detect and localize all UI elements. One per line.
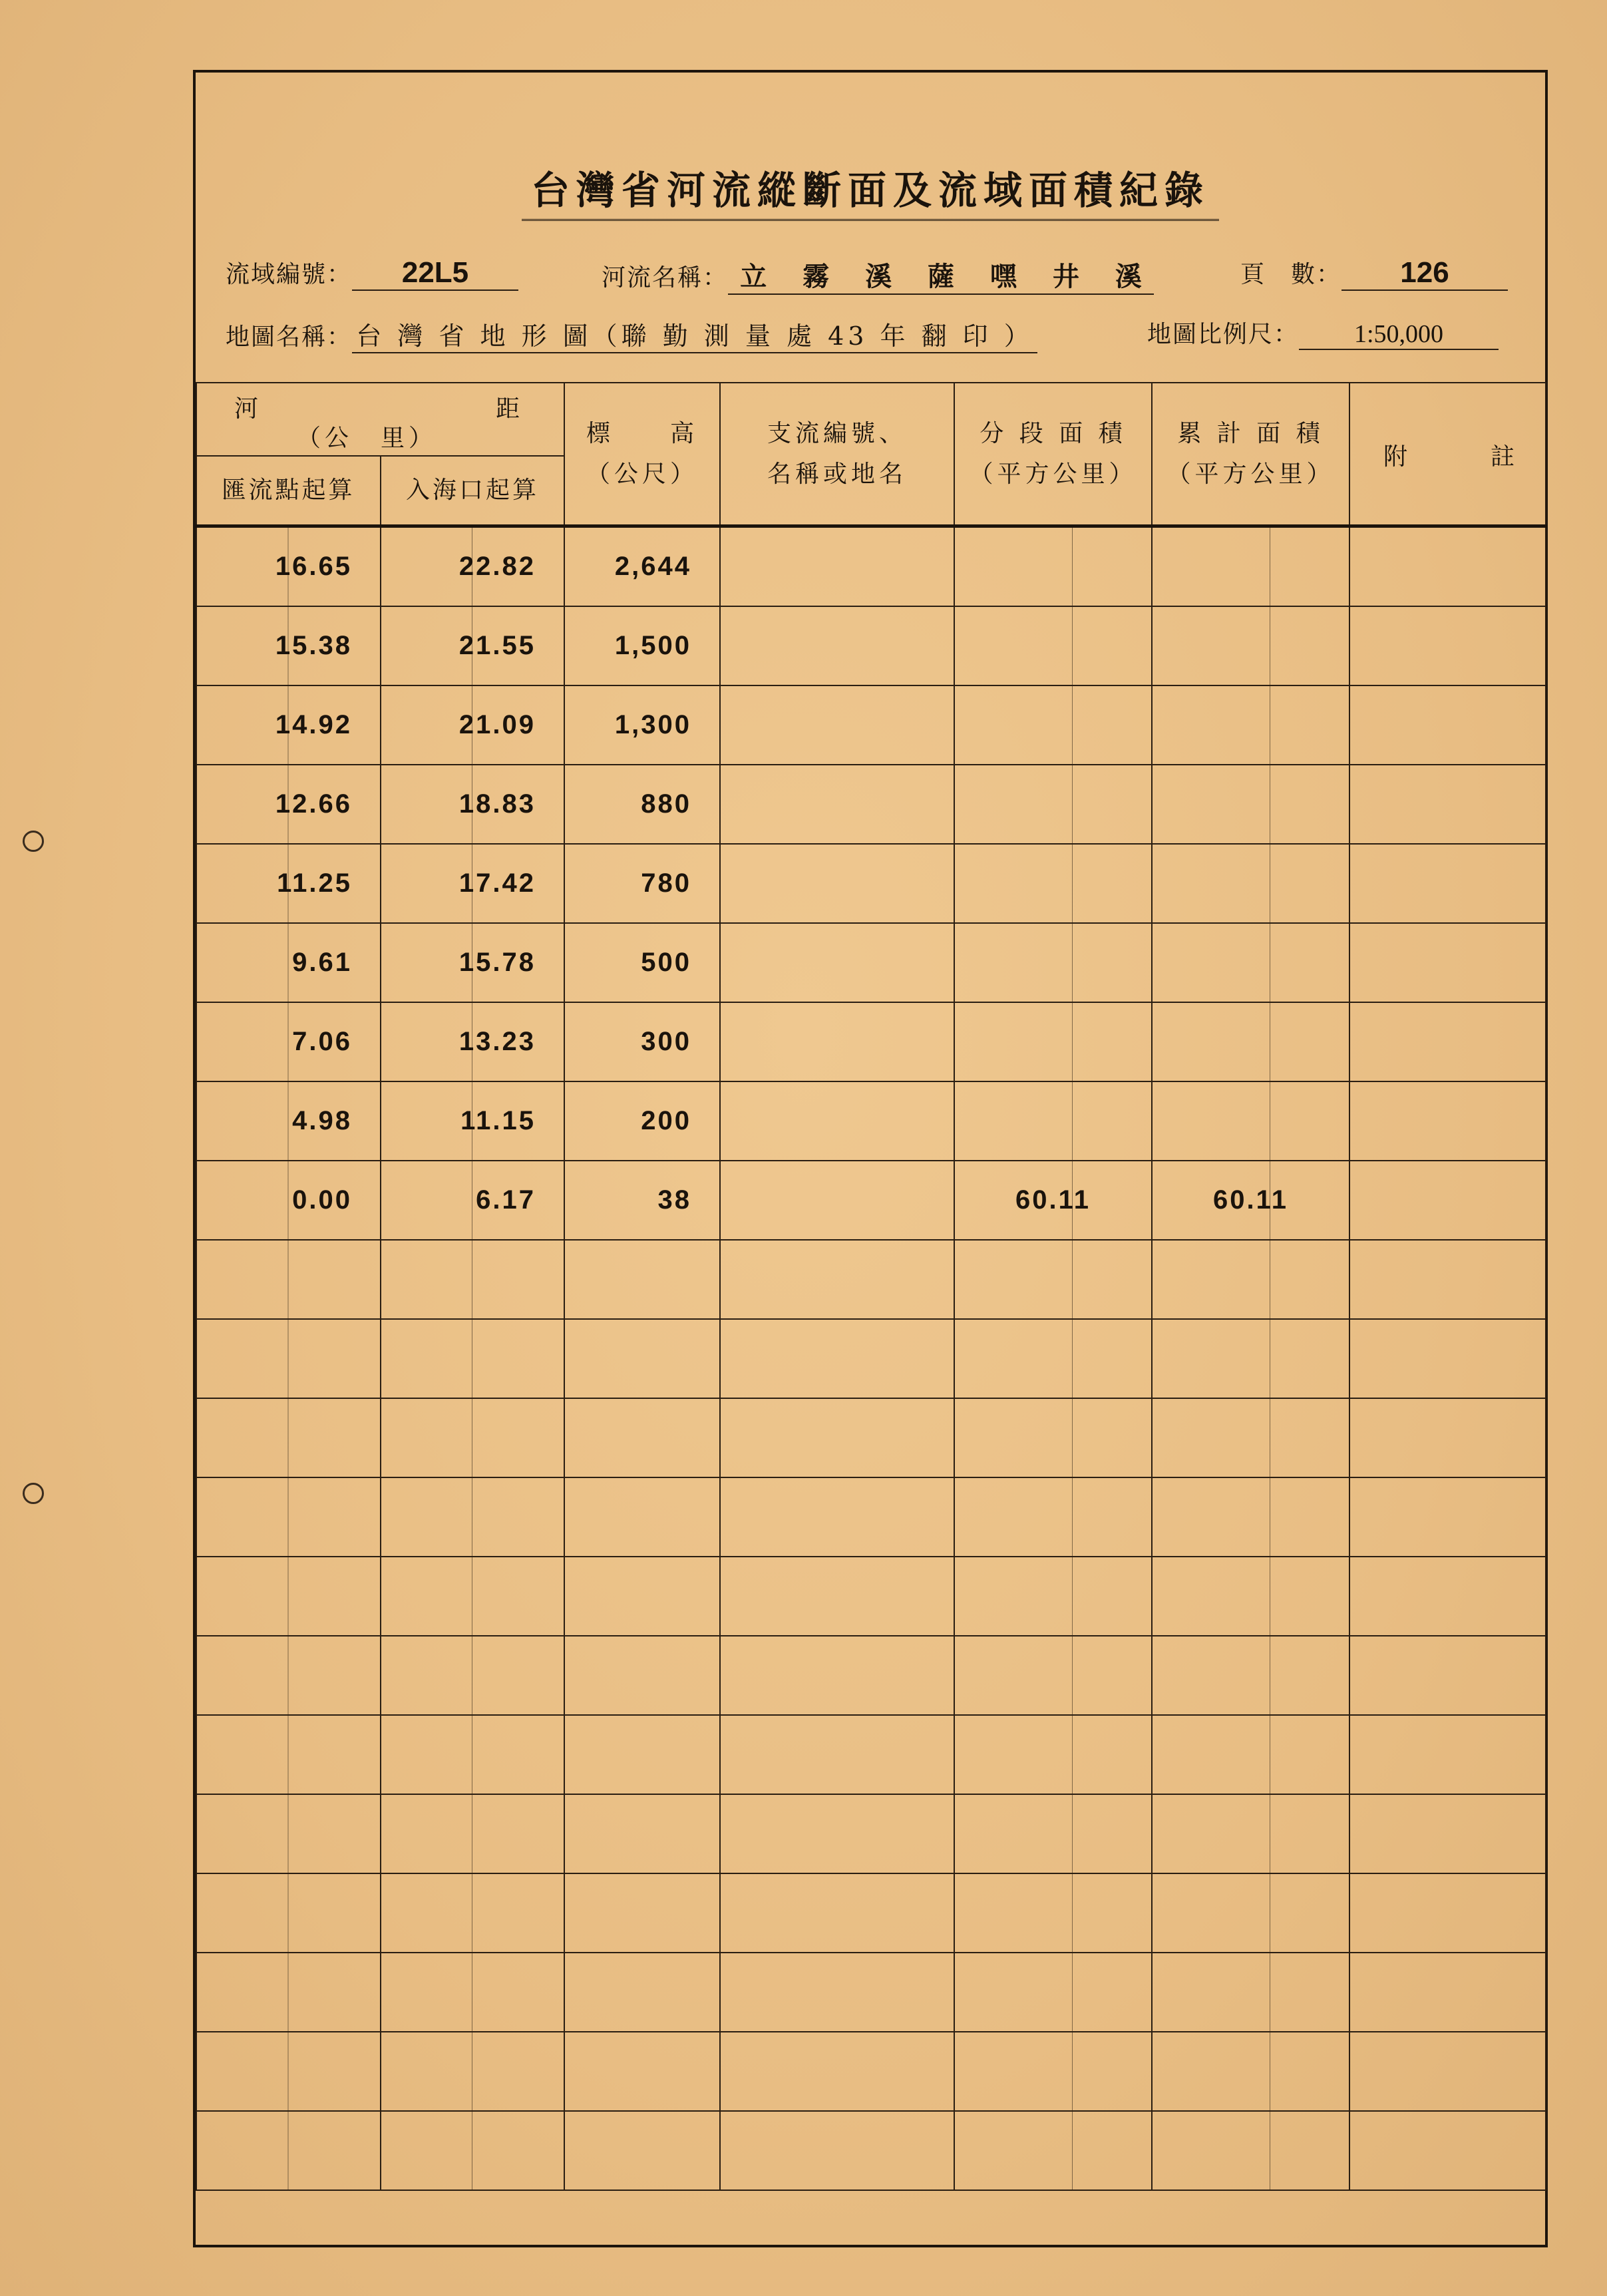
confluence-distance-cell: [196, 1319, 381, 1398]
elevation-cell: [564, 1953, 720, 2032]
remarks-cell: [1349, 2032, 1546, 2111]
estuary-distance-cell: [381, 1873, 564, 1953]
cumulative-area-cell: [1152, 844, 1349, 923]
elevation-cell: [564, 1715, 720, 1794]
table-row: [196, 2111, 1546, 2190]
tributary-cell: [720, 1557, 954, 1636]
cumulative-area-cell: [1152, 1873, 1349, 1953]
table-row: [196, 2032, 1546, 2111]
confluence-distance-cell: 7.06: [196, 1002, 381, 1081]
segment-area-cell: [954, 1557, 1152, 1636]
elevation-cell: 1,500: [564, 606, 720, 685]
segment-area-cell: [954, 1636, 1152, 1715]
table-row: [196, 1715, 1546, 1794]
elevation-cell: [564, 1557, 720, 1636]
confluence-distance-cell: [196, 1240, 381, 1319]
remarks-cell: [1349, 1398, 1546, 1477]
table-row: [196, 1557, 1546, 1636]
elevation-cell: 780: [564, 844, 720, 923]
table-row: [196, 1398, 1546, 1477]
confluence-distance-cell: [196, 1953, 381, 2032]
table-row: [196, 1240, 1546, 1319]
map-scale-value: 1:50,000: [1299, 319, 1499, 350]
cumulative-area-cell: [1152, 765, 1349, 844]
elevation-cell: 880: [564, 765, 720, 844]
segment-area-header: 分 段 面 積 （平方公里）: [954, 383, 1152, 526]
confluence-distance-cell: [196, 1873, 381, 1953]
elevation-cell: [564, 1319, 720, 1398]
cumulative-area-cell: [1152, 1240, 1349, 1319]
table-row: [196, 1161, 1546, 1240]
map-name-value: 台 灣 省 地 形 圖（聯 勤 測 量 處 43 年 翻 印 ）: [352, 315, 1037, 353]
tributary-cell: [720, 2032, 954, 2111]
record-table: [196, 382, 1546, 2191]
estuary-distance-cell: [381, 1319, 564, 1398]
remarks-cell: [1349, 844, 1546, 923]
tributary-cell: [720, 1794, 954, 1873]
elevation-cell: 1,300: [564, 685, 720, 765]
cumulative-area-cell: [1152, 1557, 1349, 1636]
remarks-cell: [1349, 2111, 1546, 2190]
tributary-cell: [720, 1953, 954, 2032]
remarks-cell: [1349, 1081, 1546, 1161]
cumulative-area-cell: [1152, 2032, 1349, 2111]
tributary-cell: [720, 1161, 954, 1240]
estuary-distance-cell: [381, 1240, 564, 1319]
segment-area-cell: [954, 1953, 1152, 2032]
tributary-cell: [720, 526, 954, 607]
table-row: [196, 1319, 1546, 1398]
tributary-cell: [720, 1398, 954, 1477]
estuary-distance-cell: [381, 1557, 564, 1636]
cumulative-area-cell: [1152, 1319, 1349, 1398]
remarks-cell: [1349, 765, 1546, 844]
cumulative-area-header: 累 計 面 積 （平方公里）: [1152, 383, 1349, 526]
confluence-distance-cell: 0.00: [196, 1161, 381, 1240]
tributary-header: 支流編號、 名稱或地名: [720, 383, 954, 526]
elevation-cell: [564, 1873, 720, 1953]
tributary-cell: [720, 2111, 954, 2190]
map-name-field: 地圖名稱： 台 灣 省 地 形 圖（聯 勤 測 量 處 43 年 翻 印 ）: [226, 315, 1037, 353]
tributary-cell: [720, 1715, 954, 1794]
remarks-cell: [1349, 606, 1546, 685]
form-title: 台灣省河流縱斷面及流域面積紀錄: [196, 159, 1545, 221]
cumulative-area-cell: 60.11: [1152, 1161, 1349, 1240]
confluence-distance-cell: 11.25: [196, 844, 381, 923]
remarks-cell: [1349, 1636, 1546, 1715]
confluence-distance-cell: [196, 1715, 381, 1794]
punch-hole-icon: [23, 831, 44, 852]
river-name-value: 立 霧 溪 薩 嘿 井 溪: [728, 256, 1154, 295]
tributary-cell: [720, 1240, 954, 1319]
page-number-field: 頁 數： 126: [1240, 256, 1508, 291]
cumulative-area-cell: [1152, 1636, 1349, 1715]
remarks-cell: [1349, 1319, 1546, 1398]
cumulative-area-cell: [1152, 606, 1349, 685]
elevation-cell: [564, 1398, 720, 1477]
segment-area-cell: [954, 526, 1152, 607]
segment-area-cell: [954, 2111, 1152, 2190]
elevation-cell: [564, 1794, 720, 1873]
estuary-distance-cell: 6.17: [381, 1161, 564, 1240]
confluence-distance-cell: 16.65: [196, 526, 381, 607]
elevation-header: 標 高 （公尺）: [564, 383, 720, 526]
river-distance-header: 河 （公 里） 距: [196, 383, 564, 456]
estuary-distance-cell: 21.09: [381, 685, 564, 765]
table-row: [196, 1081, 1546, 1161]
elevation-cell: 2,644: [564, 526, 720, 607]
remarks-cell: [1349, 1873, 1546, 1953]
segment-area-cell: [954, 844, 1152, 923]
estuary-distance-cell: [381, 1794, 564, 1873]
estuary-distance-cell: 15.78: [381, 923, 564, 1002]
estuary-distance-cell: [381, 1398, 564, 1477]
segment-area-cell: [954, 1240, 1152, 1319]
river-name-field: 河流名稱： 立 霧 溪 薩 嘿 井 溪: [602, 256, 1154, 295]
segment-area-cell: [954, 1081, 1152, 1161]
from-confluence-header: 匯流點起算: [196, 456, 381, 526]
remarks-cell: [1349, 685, 1546, 765]
tributary-cell: [720, 765, 954, 844]
estuary-distance-cell: [381, 1636, 564, 1715]
table-row: [196, 1953, 1546, 2032]
segment-area-cell: [954, 1873, 1152, 1953]
segment-area-cell: [954, 1477, 1152, 1557]
estuary-distance-cell: 18.83: [381, 765, 564, 844]
tributary-cell: [720, 1319, 954, 1398]
tributary-cell: [720, 1081, 954, 1161]
cumulative-area-cell: [1152, 1398, 1349, 1477]
remarks-cell: [1349, 1161, 1546, 1240]
tributary-cell: [720, 923, 954, 1002]
confluence-distance-cell: [196, 1557, 381, 1636]
elevation-cell: 500: [564, 923, 720, 1002]
cumulative-area-cell: [1152, 1081, 1349, 1161]
page-number-value: 126: [1341, 256, 1508, 291]
confluence-distance-cell: [196, 2111, 381, 2190]
remarks-cell: [1349, 1953, 1546, 2032]
segment-area-cell: 60.11: [954, 1161, 1152, 1240]
remarks-cell: [1349, 526, 1546, 607]
segment-area-cell: [954, 1002, 1152, 1081]
table-row: [196, 526, 1546, 607]
table-row: [196, 844, 1546, 923]
punch-hole-icon: [23, 1483, 44, 1504]
estuary-distance-cell: [381, 2032, 564, 2111]
remarks-cell: [1349, 1715, 1546, 1794]
elevation-cell: 300: [564, 1002, 720, 1081]
confluence-distance-cell: [196, 1636, 381, 1715]
tributary-cell: [720, 1636, 954, 1715]
elevation-cell: [564, 1636, 720, 1715]
tributary-cell: [720, 844, 954, 923]
estuary-distance-cell: [381, 1715, 564, 1794]
remarks-cell: [1349, 1477, 1546, 1557]
confluence-distance-cell: [196, 1477, 381, 1557]
table-row: [196, 606, 1546, 685]
elevation-cell: 200: [564, 1081, 720, 1161]
segment-area-cell: [954, 923, 1152, 1002]
estuary-distance-cell: 17.42: [381, 844, 564, 923]
table-row: [196, 1873, 1546, 1953]
map-scale-field: 地圖比例尺： 1:50,000: [1147, 315, 1499, 350]
cumulative-area-cell: [1152, 685, 1349, 765]
segment-area-cell: [954, 685, 1152, 765]
estuary-distance-cell: 11.15: [381, 1081, 564, 1161]
confluence-distance-cell: [196, 1398, 381, 1477]
table-row: [196, 765, 1546, 844]
cumulative-area-cell: [1152, 1002, 1349, 1081]
elevation-cell: [564, 1240, 720, 1319]
segment-area-cell: [954, 606, 1152, 685]
confluence-distance-cell: [196, 2032, 381, 2111]
estuary-distance-cell: 22.82: [381, 526, 564, 607]
confluence-distance-cell: 15.38: [196, 606, 381, 685]
table-row: [196, 1477, 1546, 1557]
tributary-cell: [720, 685, 954, 765]
table-row: [196, 1002, 1546, 1081]
cumulative-area-cell: [1152, 1953, 1349, 2032]
cumulative-area-cell: [1152, 923, 1349, 1002]
cumulative-area-cell: [1152, 1715, 1349, 1794]
table-row: [196, 685, 1546, 765]
elevation-cell: [564, 2032, 720, 2111]
remarks-cell: [1349, 1240, 1546, 1319]
cumulative-area-cell: [1152, 1477, 1349, 1557]
record-table-wrap: [196, 382, 1545, 2191]
table-row: [196, 923, 1546, 1002]
remarks-cell: [1349, 1002, 1546, 1081]
remarks-cell: [1349, 1794, 1546, 1873]
confluence-distance-cell: 4.98: [196, 1081, 381, 1161]
segment-area-cell: [954, 1319, 1152, 1398]
basin-number-value: 22L5: [352, 256, 518, 291]
estuary-distance-cell: 13.23: [381, 1002, 564, 1081]
estuary-distance-cell: [381, 1477, 564, 1557]
confluence-distance-cell: 14.92: [196, 685, 381, 765]
elevation-cell: [564, 2111, 720, 2190]
cumulative-area-cell: [1152, 1794, 1349, 1873]
basin-number-field: 流域編號： 22L5: [226, 256, 518, 291]
segment-area-cell: [954, 2032, 1152, 2111]
confluence-distance-cell: [196, 1794, 381, 1873]
estuary-distance-cell: [381, 2111, 564, 2190]
segment-area-cell: [954, 1715, 1152, 1794]
estuary-distance-cell: 21.55: [381, 606, 564, 685]
from-estuary-header: 入海口起算: [381, 456, 564, 526]
cumulative-area-cell: [1152, 2111, 1349, 2190]
record-table-body: [196, 526, 1546, 2191]
tributary-cell: [720, 1873, 954, 1953]
tributary-cell: [720, 1002, 954, 1081]
segment-area-cell: [954, 1794, 1152, 1873]
confluence-distance-cell: 9.61: [196, 923, 381, 1002]
remarks-cell: [1349, 1557, 1546, 1636]
cumulative-area-cell: [1152, 526, 1349, 607]
remarks-header: 附 註: [1349, 383, 1546, 526]
estuary-distance-cell: [381, 1953, 564, 2032]
table-row: [196, 1636, 1546, 1715]
elevation-cell: 38: [564, 1161, 720, 1240]
tributary-cell: [720, 1477, 954, 1557]
confluence-distance-cell: 12.66: [196, 765, 381, 844]
segment-area-cell: [954, 765, 1152, 844]
form-frame: [193, 70, 1548, 2247]
segment-area-cell: [954, 1398, 1152, 1477]
tributary-cell: [720, 606, 954, 685]
remarks-cell: [1349, 923, 1546, 1002]
elevation-cell: [564, 1477, 720, 1557]
table-row: [196, 1794, 1546, 1873]
